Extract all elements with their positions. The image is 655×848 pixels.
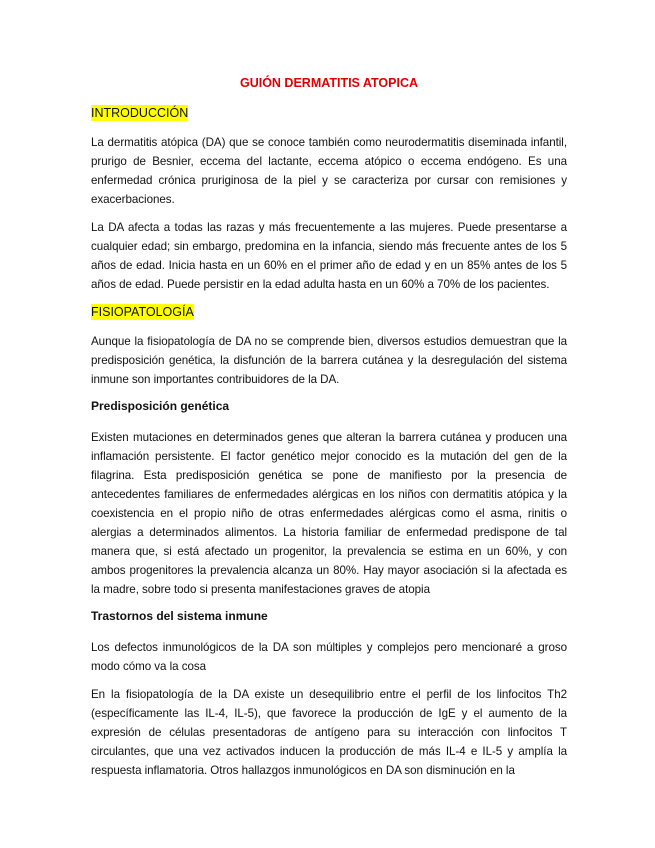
paragraph-inmune-1: Los defectos inmunológicos de la DA son múltiples y complejos pero mencionaré a groso modo cómo va la cosa <box>91 641 567 673</box>
section-heading-introduccion: INTRODUCCIÓN <box>91 106 189 120</box>
document-title: GUIÓN DERMATITIS ATOPICA <box>239 76 418 90</box>
section-heading-fisiopatologia: FISIOPATOLOGÍA <box>91 305 194 319</box>
paragraph-inmune-2: En la fisiopatología de la DA existe un desequilibrio entre el perfil de los linfocitos Th2 (específicamente las IL-4, IL-5), que favorece la producción de IgE y el aumento de la expresión de células presentadoras de antígeno para su interacción con linfocitos T circulantes, que una vez activados inducen la producción de más IL-4 e IL-5 y amplía la respuesta inflamatoria. Otros hallazgos inmunológicos en DA son disminución en la <box>91 688 567 777</box>
paragraph-fisiopatologia-intro: Aunque la fisiopatología de DA no se comprende bien, diversos estudios demuestran que la predisposición genética, la disfunción de la barrera cutánea y la desregulación del sistema inmune son importantes contribuidores de la DA. <box>91 335 567 386</box>
subheading-predisposicion-genetica: Predisposición genética <box>91 399 230 413</box>
section-introduccion <box>91 104 567 133</box>
section-fisiopatologia <box>91 303 567 332</box>
paragraph-intro-2: La DA afecta a todas las razas y más frecuentemente a las mujeres. Puede presentarse a cualquier edad; sin embargo, predomina en la infancia, siendo más frecuente antes de los 5 años de edad. Inicia hasta en un 60% en el primer año de edad y en un 85% antes de los 5 años de edad. Puede persistir en la edad adulta hasta en un 60% a 70% de los pacientes. <box>91 221 567 291</box>
paragraph-genetica: Existen mutaciones en determinados genes que alteran la barrera cutánea y producen una inflamación persistente. El factor genético mejor conocido es la mutación del gen de la filagrina. Esta predisposición genética se pone de manifiesto por la presencia de antecedentes familiares de enfermedades alérgicas en los niños con dermatitis atópica y la coexistencia en el propio niño de otras enfermedades alérgicas como el asma, rinitis o alergias a determinados alimentos. La historia familiar de enfermedad predispone de tal manera que, si está afectado un progenitor, la prevalencia se estima en un 60%, y con ambos progenitores la prevalencia alcanza un 80%. Hay mayor asociación si la afectada es la madre, sobre todo si presenta manifestaciones graves de atopia <box>91 431 567 596</box>
paragraph-intro-1: La dermatitis atópica (DA) que se conoce también como neurodermatitis diseminada infantil, prurigo de Besnier, eccema del lactante, eccema atópico o eccema endógeno. Es una enfermedad crónica pruriginosa de la piel y se caracteriza por cursar con remisiones y exacerbaciones. <box>91 136 567 206</box>
subheading-trastornos-inmune: Trastornos del sistema inmune <box>91 609 268 623</box>
